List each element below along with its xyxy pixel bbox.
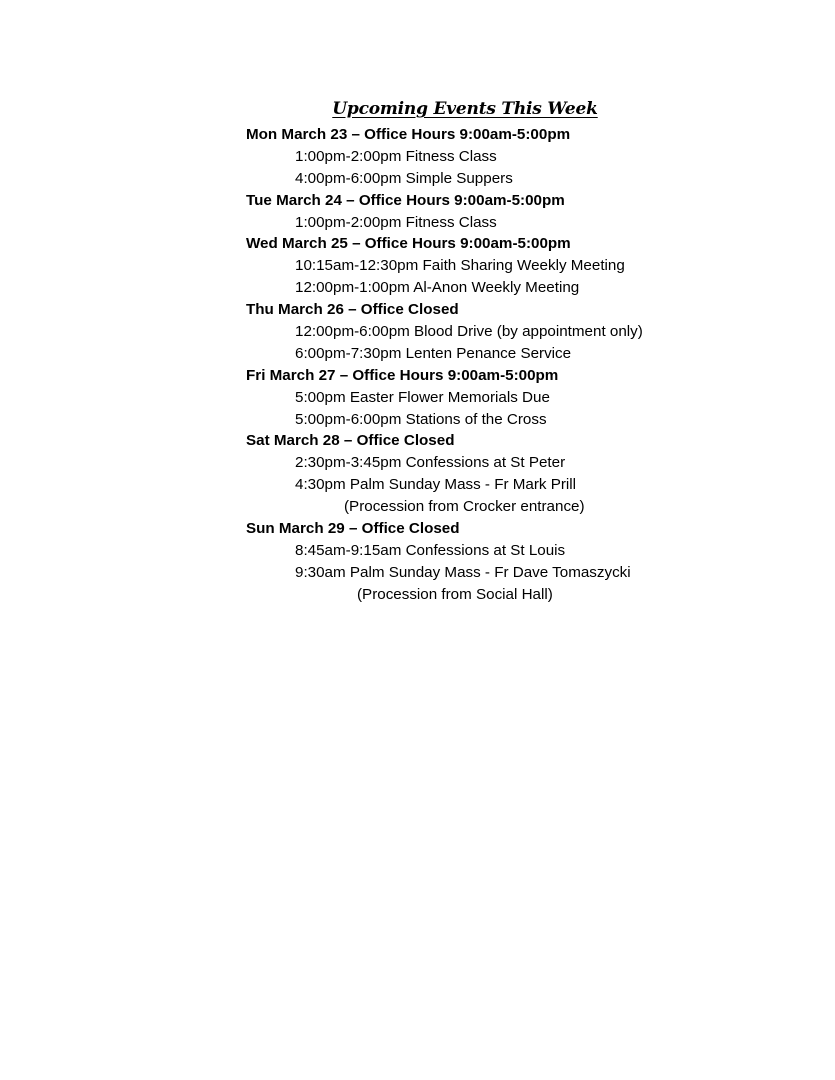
day-heading-thu: Thu March 26 – Office Closed bbox=[246, 301, 459, 319]
day-heading-sun: Sun March 29 – Office Closed bbox=[246, 520, 460, 538]
event-item: 5:00pm-6:00pm Stations of the Cross bbox=[295, 410, 547, 428]
event-item: 1:00pm-2:00pm Fitness Class bbox=[295, 147, 497, 165]
event-item: 5:00pm Easter Flower Memorials Due bbox=[295, 388, 550, 406]
day-heading-mon: Mon March 23 – Office Hours 9:00am-5:00pm bbox=[246, 126, 571, 143]
event-item: 1:00pm-2:00pm Fitness Class bbox=[295, 213, 497, 231]
day-heading-tue: Tue March 24 – Office Hours 9:00am-5:00pm bbox=[246, 191, 565, 209]
event-item: 4:30pm Palm Sunday Mass - Fr Mark Prill bbox=[295, 476, 577, 494]
day-heading-fri: Fri March 27 – Office Hours 9:00am-5:00pm bbox=[246, 366, 559, 384]
page-title: Upcoming Events This Week bbox=[332, 99, 598, 119]
event-item: 6:00pm-7:30pm Lenten Penance Service bbox=[295, 344, 572, 362]
day-heading-sat: Sat March 28 – Office Closed bbox=[246, 432, 455, 450]
event-item: 2:30pm-3:45pm Confessions at St Peter bbox=[295, 454, 566, 472]
day-heading-wed: Wed March 25 – Office Hours 9:00am-5:00pm bbox=[246, 235, 571, 253]
event-item: 8:45am-9:15am Confessions at St Louis bbox=[295, 541, 566, 559]
event-item: 12:00pm-1:00pm Al-Anon Weekly Meeting bbox=[295, 279, 580, 297]
event-item: 12:00pm-6:00pm Blood Drive (by appointment only) bbox=[295, 323, 643, 341]
event-item: 10:15am-12:30pm Faith Sharing Weekly Meeting bbox=[295, 257, 625, 275]
event-item: 4:00pm-6:00pm Simple Suppers bbox=[295, 169, 513, 187]
event-note: (Procession from Crocker entrance) bbox=[344, 498, 585, 516]
event-note: (Procession from Social Hall) bbox=[357, 585, 553, 603]
events-list bbox=[246, 124, 806, 606]
event-item: 9:30am Palm Sunday Mass - Fr Dave Tomaszycki bbox=[295, 563, 631, 581]
